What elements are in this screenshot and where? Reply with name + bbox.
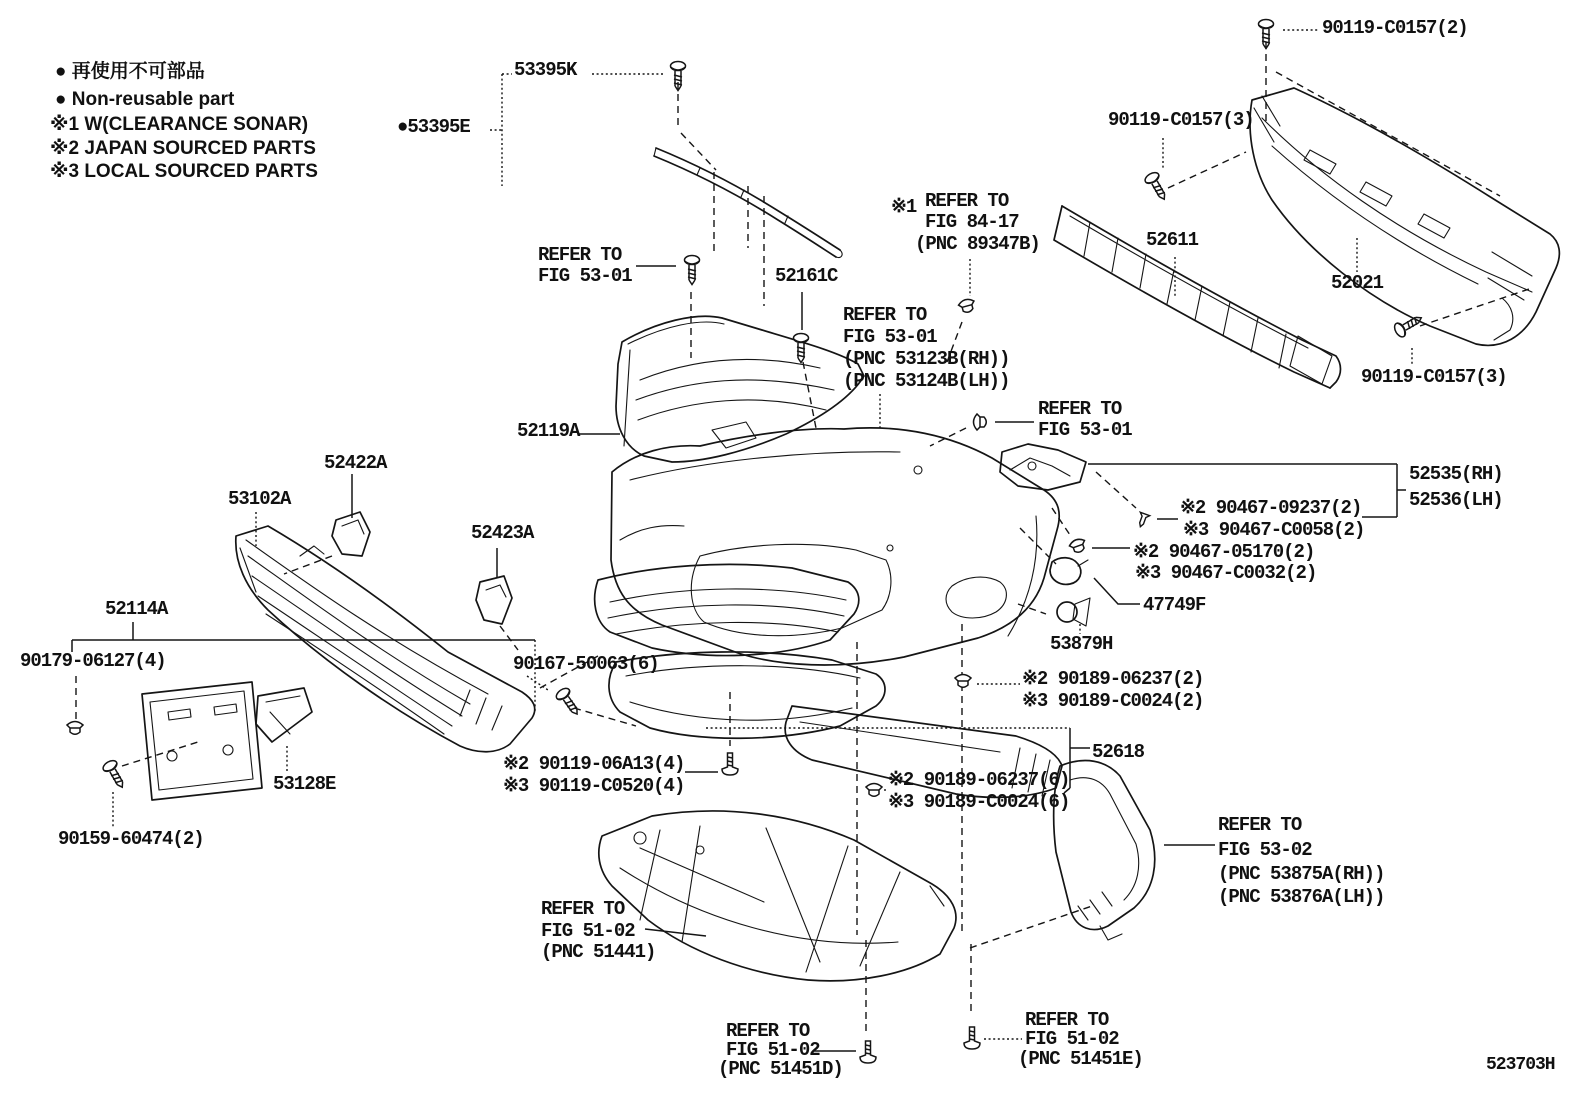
legend-note-1: ※1 W(CLEARANCE SONAR) <box>50 114 309 135</box>
note-90189-C0024-2[interactable]: ※3 90189-C0024(2) <box>1022 690 1204 712</box>
part-90159-60474[interactable]: 90159-60474(2) <box>58 828 204 850</box>
diagram-code: 523703H <box>1486 1055 1555 1075</box>
note-90467-05170[interactable]: ※2 90467-05170(2) <box>1133 541 1315 563</box>
part-52618[interactable]: 52618 <box>1092 741 1145 763</box>
ref-fig5102c-line3: (PNC 51451E) <box>1018 1048 1143 1070</box>
ref-fig5102b-line1: REFER TO <box>726 1020 810 1042</box>
part-52114A[interactable]: 52114A <box>105 598 168 620</box>
ref-fig5302-line1: REFER TO <box>1218 814 1302 836</box>
legend-en: ● Non-reusable part <box>55 89 235 110</box>
ref-fig5301a-line2: FIG 53-01 <box>538 265 632 287</box>
ref-fig5302-line2: FIG 53-02 <box>1218 839 1312 861</box>
note-90189-06237-2[interactable]: ※2 90189-06237(2) <box>1022 668 1204 690</box>
ref-fig5302-line4: (PNC 53876A(LH)) <box>1218 886 1385 908</box>
ref-fig5102a-line1: REFER TO <box>541 898 625 920</box>
ref-fig5301c-line2: FIG 53-01 <box>1038 419 1132 441</box>
part-52536[interactable]: 52536(LH) <box>1409 489 1503 511</box>
note-90467-09237[interactable]: ※2 90467-09237(2) <box>1180 497 1362 519</box>
part-90119-C0157-3a[interactable]: 90119-C0157(3) <box>1108 109 1254 131</box>
part-52611[interactable]: 52611 <box>1146 229 1199 251</box>
ref-fig5301c-line1: REFER TO <box>1038 398 1122 420</box>
part-52119A[interactable]: 52119A <box>517 420 580 442</box>
part-52422A[interactable]: 52422A <box>324 452 387 474</box>
part-53879H[interactable]: 53879H <box>1050 633 1113 655</box>
legend-jp: ● 再使用不可部品 <box>55 61 205 82</box>
part-90167-50063[interactable]: 90167-50063(6) <box>513 653 659 675</box>
part-52161C[interactable]: 52161C <box>775 265 838 287</box>
ref-fig5102b-line3: (PNC 51451D) <box>718 1058 843 1080</box>
ref-fig5301b-line3: (PNC 53123B(RH)) <box>843 348 1010 370</box>
part-53395E[interactable]: ●53395E <box>397 116 470 138</box>
ref-fig5301b-line2: FIG 53-01 <box>843 326 937 348</box>
part-90179-06127[interactable]: 90179-06127(4) <box>20 650 166 672</box>
ref-fig8417-line1: REFER TO <box>925 190 1009 212</box>
note-90119-C0520[interactable]: ※3 90119-C0520(4) <box>503 775 685 797</box>
note-90467-C0032[interactable]: ※3 90467-C0032(2) <box>1135 562 1317 584</box>
note-90467-C0058[interactable]: ※3 90467-C0058(2) <box>1183 519 1365 541</box>
ref-fig5302-line3: (PNC 53875A(RH)) <box>1218 863 1385 885</box>
ref-fig5301b-line1: REFER TO <box>843 304 927 326</box>
part-53128E[interactable]: 53128E <box>273 773 336 795</box>
part-90119-C0157-2[interactable]: 90119-C0157(2) <box>1322 17 1468 39</box>
ref-fig5301b-line4: (PNC 53124B(LH)) <box>843 370 1010 392</box>
ref-fig5102a-line2: FIG 51-02 <box>541 920 635 942</box>
part-53395K[interactable]: 53395K <box>514 59 577 81</box>
part-52535[interactable]: 52535(RH) <box>1409 463 1503 485</box>
part-90119-C0157-3b[interactable]: 90119-C0157(3) <box>1361 366 1507 388</box>
note-sonar-mark: ※1 <box>891 196 917 218</box>
ref-fig5102b-line2: FIG 51-02 <box>726 1039 820 1061</box>
legend-note-3: ※3 LOCAL SOURCED PARTS <box>50 161 318 182</box>
part-47749F[interactable]: 47749F <box>1143 594 1206 616</box>
ref-fig5102c-line1: REFER TO <box>1025 1009 1109 1031</box>
part-53102A[interactable]: 53102A <box>228 488 291 510</box>
note-90189-C0024-6[interactable]: ※3 90189-C0024(6) <box>888 791 1070 813</box>
ref-fig8417-line2: FIG 84-17 <box>925 211 1019 233</box>
note-90189-06237-6[interactable]: ※2 90189-06237(6) <box>888 769 1070 791</box>
ref-fig8417-line3: (PNC 89347B) <box>915 233 1040 255</box>
ref-fig5301a-line1: REFER TO <box>538 244 622 266</box>
ref-fig5102a-line3: (PNC 51441) <box>541 941 656 963</box>
part-52423A[interactable]: 52423A <box>471 522 534 544</box>
legend-note-2: ※2 JAPAN SOURCED PARTS <box>50 138 316 159</box>
part-52021[interactable]: 52021 <box>1331 272 1384 294</box>
ref-fig5102c-line2: FIG 51-02 <box>1025 1028 1119 1050</box>
note-90119-06A13[interactable]: ※2 90119-06A13(4) <box>503 753 685 775</box>
